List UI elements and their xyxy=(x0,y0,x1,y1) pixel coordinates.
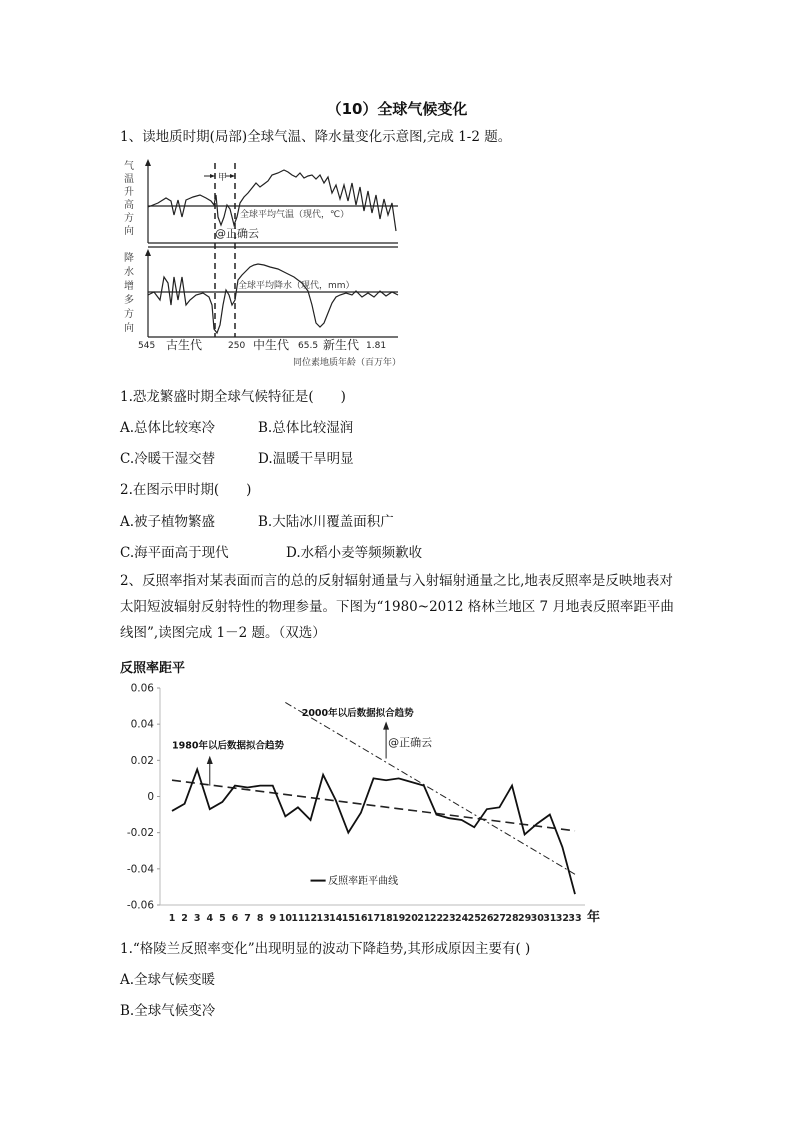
x-tick-label: 2 xyxy=(181,913,188,924)
x-axis xyxy=(160,905,585,924)
tick-label: 1.81 xyxy=(366,341,387,351)
trend-2000-label: 2000年以后数据拟合趋势 xyxy=(301,708,414,720)
temp-axis-char: 升 xyxy=(124,187,134,198)
arrow-1980-head xyxy=(207,756,213,764)
x-tick-label: 14 xyxy=(329,913,343,924)
temp-axis-char: 高 xyxy=(124,200,134,211)
precip-axis-char: 向 xyxy=(124,323,134,334)
x-tick-label: 23 xyxy=(442,913,456,924)
x-tick-label: 25 xyxy=(467,913,481,924)
era-label: 古生代 xyxy=(166,338,203,352)
temperature-curve xyxy=(148,170,396,231)
q2-sub1-option-a[interactable]: A.全球气候变暖 xyxy=(120,972,216,988)
x-tick-label: 31 xyxy=(543,913,557,924)
x-tick-label: 5 xyxy=(219,913,226,924)
x-tick-label: 18 xyxy=(379,913,393,924)
x-axis-label: 同位素地质年龄（百万年） xyxy=(293,358,402,368)
trend-line-2000 xyxy=(285,702,575,874)
q2-sub1-stem: 1.“格陵兰反照率变化”出现明显的波动下降趋势,其形成原因主要有( ) xyxy=(120,941,531,957)
trend-1980-label: 1980年以后数据拟合趋势 xyxy=(172,740,284,752)
y-tick-label: -0.04 xyxy=(126,863,154,876)
precip-axis-char: 增 xyxy=(124,281,134,292)
temp-axis-char: 气 xyxy=(124,161,134,172)
q1-sub2-option-d[interactable]: D.水稻小麦等频频歉收 xyxy=(286,545,423,561)
x-tick-label: 12 xyxy=(303,913,318,924)
y-tick-label: -0.06 xyxy=(126,899,154,912)
x-tick-label: 17 xyxy=(366,913,381,924)
y-tick-label: -0.02 xyxy=(126,827,154,840)
y-tick-label: 0 xyxy=(147,791,154,803)
x-tick-label: 8 xyxy=(256,913,264,924)
x-tick-label: 33 xyxy=(568,913,582,924)
era-label: 新生代 xyxy=(323,338,360,352)
x-tick-label: 4 xyxy=(206,913,214,924)
x-tick-label: 15 xyxy=(341,913,355,924)
page-title: （10）全球气候变化 xyxy=(326,100,468,118)
watermark: @正确云 xyxy=(215,227,259,240)
x-tick-label: 22 xyxy=(429,913,444,924)
y-tick-label: 0.06 xyxy=(130,682,154,695)
tick-label: 545 xyxy=(138,341,156,351)
temp-reference-label: 全球平均气温（现代，℃） xyxy=(240,210,350,220)
chart-title: 反照率距平 xyxy=(120,661,186,676)
x-tick-label: 13 xyxy=(316,913,330,924)
y-tick-label: 0.02 xyxy=(130,754,154,767)
watermark: @正确云 xyxy=(388,735,433,749)
x-tick-label: 20 xyxy=(404,913,418,924)
temp-axis-char: 温 xyxy=(124,174,134,185)
precip-axis-label xyxy=(124,251,134,334)
x-tick-label: 16 xyxy=(354,913,368,924)
y-axis xyxy=(127,683,160,912)
x-axis-label: 年 xyxy=(587,910,601,925)
x-tick-label: 7 xyxy=(244,913,251,924)
q1-intro: 1、读地质时期(局部)全球气温、降水量变化示意图,完成 1-2 题。 xyxy=(120,129,512,145)
x-tick-label: 11 xyxy=(291,913,305,924)
albedo-chart xyxy=(110,655,610,930)
precip-axis-char: 多 xyxy=(124,295,134,306)
q1-sub1-option-a[interactable]: A.总体比较寒冷 xyxy=(120,420,216,436)
precip-axis-char: 方 xyxy=(124,309,134,320)
temp-axis-char: 向 xyxy=(124,226,134,237)
era-label: 中生代 xyxy=(253,338,290,352)
q2-sub1-option-b[interactable]: B.全球气候变冷 xyxy=(120,1003,216,1019)
jia-label: 甲 xyxy=(218,173,228,183)
x-tick-label: 19 xyxy=(392,913,406,924)
q1-sub1-option-c[interactable]: C.冷暖干湿交替 xyxy=(120,451,216,467)
q1-sub2-option-a[interactable]: A.被子植物繁盛 xyxy=(120,514,216,530)
q1-sub2-option-b[interactable]: B.大陆冰川覆盖面积广 xyxy=(258,514,394,530)
q1-sub1-option-d[interactable]: D.温暖干旱明显 xyxy=(258,451,354,467)
legend-label: 反照率距平曲线 xyxy=(328,876,399,888)
precip-reference-label: 全球平均降水（现代，mm） xyxy=(238,281,355,291)
temp-axis-char: 方 xyxy=(124,213,134,224)
q2-intro: 2、反照率指对某表面而言的总的反射辐射通量与入射辐射通量之比,地表反照率是反映地表对太阳短波辐射反射特性的物理参量。下图为“1980~2012 格林兰地区 7 月地表反照率距平曲线图”,读图完成 1－2 题。（双选） xyxy=(120,573,674,641)
x-tick-label: 28 xyxy=(505,913,519,924)
x-tick-label: 30 xyxy=(530,913,544,924)
tick-label: 250 xyxy=(228,341,246,351)
x-tick-label: 26 xyxy=(480,913,494,924)
precip-axis-char: 降 xyxy=(124,253,134,264)
q1-sub2-stem: 2.在图示甲时期( ) xyxy=(120,482,252,498)
x-tick-label: 9 xyxy=(269,913,277,924)
climate-figure xyxy=(118,155,418,370)
x-tick-label: 29 xyxy=(518,913,532,924)
x-tick-label: 21 xyxy=(417,913,431,924)
q1-sub2-option-c[interactable]: C.海平面高于现代 xyxy=(120,545,229,561)
precipitation-curve xyxy=(148,264,398,333)
y-tick-label: 0.04 xyxy=(130,718,154,731)
x-tick-label: 27 xyxy=(492,913,507,924)
tick-label: 65.5 xyxy=(298,341,319,351)
q1-sub1-option-b[interactable]: B.总体比较湿润 xyxy=(258,420,354,436)
x-tick-label: 3 xyxy=(193,913,201,924)
x-tick-label: 24 xyxy=(455,913,469,924)
x-tick-label: 10 xyxy=(278,913,292,924)
precip-axis-char: 水 xyxy=(124,267,134,278)
x-tick-label: 1 xyxy=(168,913,176,924)
arrow-2000-head xyxy=(383,721,389,729)
q1-sub1-stem: 1.恐龙繁盛时期全球气候特征是( ) xyxy=(120,389,346,405)
x-tick-label: 32 xyxy=(555,913,570,924)
temp-axis-label xyxy=(124,160,134,237)
x-tick-label: 6 xyxy=(231,913,239,924)
